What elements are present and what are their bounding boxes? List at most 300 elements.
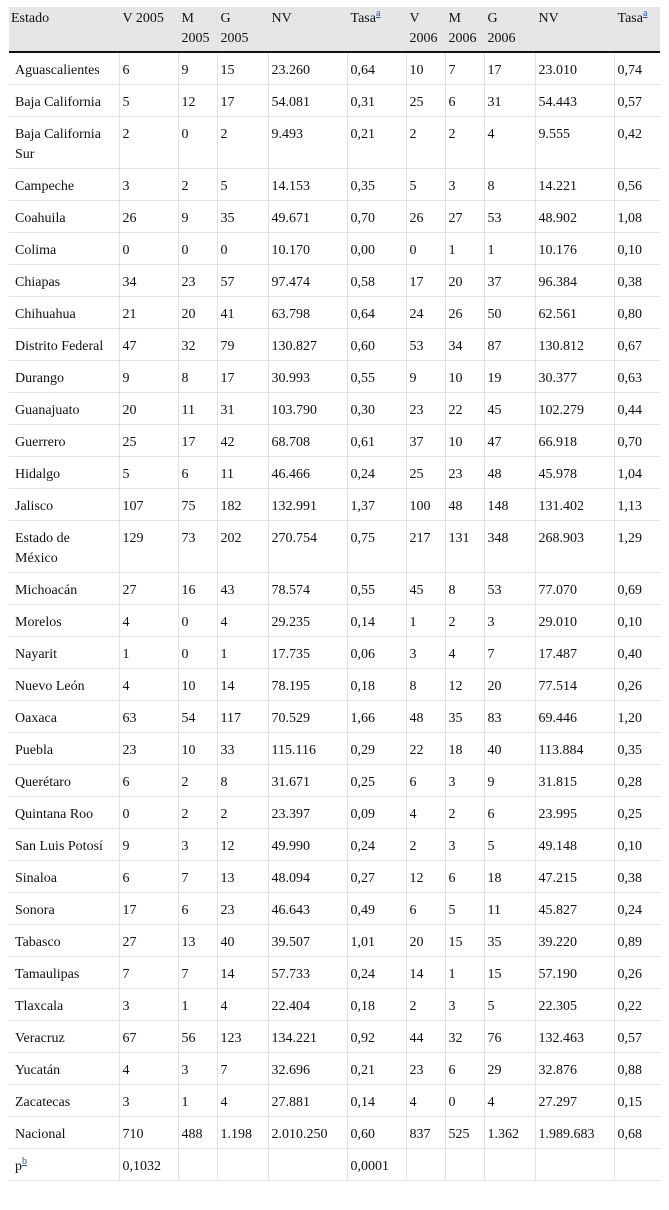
value-cell: 73 bbox=[178, 521, 217, 573]
column-header-label: G bbox=[487, 11, 498, 26]
value-cell: 5 bbox=[484, 989, 535, 1021]
value-cell: 217 bbox=[406, 521, 445, 573]
value-cell: 107 bbox=[119, 489, 178, 521]
table-row bbox=[9, 989, 660, 1021]
value-cell: 19 bbox=[484, 361, 535, 393]
table-row bbox=[9, 765, 660, 797]
value-cell: 17 bbox=[119, 893, 178, 925]
column-header bbox=[535, 7, 614, 52]
value-cell: 4 bbox=[406, 1085, 445, 1117]
column-header bbox=[119, 7, 178, 52]
state-name-cell: Sinaloa bbox=[9, 861, 119, 893]
value-cell: 270.754 bbox=[268, 521, 347, 573]
value-cell: 35 bbox=[484, 925, 535, 957]
value-cell: 1,20 bbox=[614, 701, 660, 733]
value-cell: 7 bbox=[217, 1053, 268, 1085]
value-cell: 0,29 bbox=[347, 733, 406, 765]
value-cell: 9 bbox=[119, 361, 178, 393]
value-cell: 42 bbox=[217, 425, 268, 457]
table-row bbox=[9, 169, 660, 201]
value-cell: 4 bbox=[217, 605, 268, 637]
value-cell: 3 bbox=[178, 1053, 217, 1085]
value-cell: 134.221 bbox=[268, 1021, 347, 1053]
value-cell: 7 bbox=[119, 957, 178, 989]
value-cell: 56 bbox=[178, 1021, 217, 1053]
value-cell: 100 bbox=[406, 489, 445, 521]
column-header-label: Tasa bbox=[617, 11, 643, 26]
value-cell: 17 bbox=[178, 425, 217, 457]
data-table bbox=[9, 7, 660, 1181]
value-cell: 45.978 bbox=[535, 457, 614, 489]
value-cell: 9.555 bbox=[535, 117, 614, 169]
value-cell: 10 bbox=[445, 361, 484, 393]
value-cell: 2 bbox=[119, 117, 178, 169]
value-cell: 10 bbox=[445, 425, 484, 457]
value-cell: 0,64 bbox=[347, 297, 406, 329]
state-name-cell: Michoacán bbox=[9, 573, 119, 605]
value-cell: 4 bbox=[119, 669, 178, 701]
value-cell: 0,24 bbox=[347, 457, 406, 489]
value-cell: 29.235 bbox=[268, 605, 347, 637]
value-cell: 0,57 bbox=[614, 85, 660, 117]
table-row bbox=[9, 957, 660, 989]
value-cell: 31.815 bbox=[535, 765, 614, 797]
value-cell: 25 bbox=[406, 85, 445, 117]
table-row bbox=[9, 329, 660, 361]
table-row bbox=[9, 669, 660, 701]
value-cell: 0,38 bbox=[614, 861, 660, 893]
value-cell: 7 bbox=[445, 52, 484, 85]
value-cell: 15 bbox=[484, 957, 535, 989]
value-cell: 14 bbox=[217, 669, 268, 701]
value-cell: 17 bbox=[217, 361, 268, 393]
value-cell: 76 bbox=[484, 1021, 535, 1053]
column-header bbox=[347, 7, 406, 52]
value-cell: 9 bbox=[119, 829, 178, 861]
value-cell: 0,68 bbox=[614, 1117, 660, 1149]
value-cell: 10 bbox=[178, 669, 217, 701]
value-cell: 0,67 bbox=[614, 329, 660, 361]
value-cell: 12 bbox=[406, 861, 445, 893]
table-row bbox=[9, 297, 660, 329]
table-row bbox=[9, 393, 660, 425]
p-value-cell bbox=[268, 1149, 347, 1181]
state-name-cell: Baja California Sur bbox=[9, 117, 119, 169]
state-name-cell: Chihuahua bbox=[9, 297, 119, 329]
value-cell: 27.881 bbox=[268, 1085, 347, 1117]
value-cell: 0,60 bbox=[347, 1117, 406, 1149]
value-cell: 26 bbox=[119, 201, 178, 233]
value-cell: 35 bbox=[217, 201, 268, 233]
value-cell: 46.466 bbox=[268, 457, 347, 489]
value-cell: 8 bbox=[178, 361, 217, 393]
value-cell: 2 bbox=[178, 797, 217, 829]
column-header-year: 2006 bbox=[448, 31, 477, 46]
value-cell: 77.070 bbox=[535, 573, 614, 605]
footnote-link[interactable]: b bbox=[22, 1156, 27, 1168]
value-cell: 0,56 bbox=[614, 169, 660, 201]
table-row bbox=[9, 201, 660, 233]
value-cell: 97.474 bbox=[268, 265, 347, 297]
column-header-label: V 2005 bbox=[122, 11, 164, 26]
value-cell: 2 bbox=[406, 989, 445, 1021]
value-cell: 3 bbox=[445, 989, 484, 1021]
value-cell: 0 bbox=[178, 233, 217, 265]
value-cell: 11 bbox=[217, 457, 268, 489]
column-header bbox=[178, 7, 217, 52]
value-cell: 62.561 bbox=[535, 297, 614, 329]
value-cell: 49.671 bbox=[268, 201, 347, 233]
value-cell: 23.995 bbox=[535, 797, 614, 829]
value-cell: 14.221 bbox=[535, 169, 614, 201]
table-row bbox=[9, 521, 660, 573]
value-cell: 488 bbox=[178, 1117, 217, 1149]
value-cell: 113.884 bbox=[535, 733, 614, 765]
p-label-text: p bbox=[15, 1159, 22, 1174]
state-name-cell: Durango bbox=[9, 361, 119, 393]
value-cell: 1,66 bbox=[347, 701, 406, 733]
column-header bbox=[445, 7, 484, 52]
value-cell: 23 bbox=[406, 1053, 445, 1085]
value-cell: 13 bbox=[217, 861, 268, 893]
value-cell: 78.195 bbox=[268, 669, 347, 701]
value-cell: 10 bbox=[406, 52, 445, 85]
value-cell: 0,44 bbox=[614, 393, 660, 425]
value-cell: 2 bbox=[217, 117, 268, 169]
value-cell: 9.493 bbox=[268, 117, 347, 169]
value-cell: 22.305 bbox=[535, 989, 614, 1021]
value-cell: 17.735 bbox=[268, 637, 347, 669]
value-cell: 13 bbox=[178, 925, 217, 957]
value-cell: 0 bbox=[178, 605, 217, 637]
state-name-cell: Sonora bbox=[9, 893, 119, 925]
table-body bbox=[9, 52, 660, 1181]
value-cell: 1,29 bbox=[614, 521, 660, 573]
value-cell: 0,35 bbox=[614, 733, 660, 765]
value-cell: 26 bbox=[406, 201, 445, 233]
value-cell: 1 bbox=[445, 957, 484, 989]
value-cell: 23 bbox=[119, 733, 178, 765]
value-cell: 0,38 bbox=[614, 265, 660, 297]
value-cell: 0,70 bbox=[614, 425, 660, 457]
value-cell: 8 bbox=[217, 765, 268, 797]
value-cell: 7 bbox=[178, 957, 217, 989]
value-cell: 130.827 bbox=[268, 329, 347, 361]
value-cell: 77.514 bbox=[535, 669, 614, 701]
value-cell: 27 bbox=[445, 201, 484, 233]
table-row bbox=[9, 1021, 660, 1053]
value-cell: 48 bbox=[484, 457, 535, 489]
value-cell: 0,18 bbox=[347, 989, 406, 1021]
value-cell: 16 bbox=[178, 573, 217, 605]
value-cell: 23 bbox=[406, 393, 445, 425]
column-header-label: G bbox=[220, 11, 231, 26]
value-cell: 0,31 bbox=[347, 85, 406, 117]
value-cell: 10.170 bbox=[268, 233, 347, 265]
value-cell: 3 bbox=[119, 989, 178, 1021]
value-cell: 0 bbox=[178, 117, 217, 169]
value-cell: 0,70 bbox=[347, 201, 406, 233]
value-cell: 34 bbox=[445, 329, 484, 361]
column-header-year: 2005 bbox=[181, 31, 210, 46]
value-cell: 0,60 bbox=[347, 329, 406, 361]
value-cell: 23 bbox=[178, 265, 217, 297]
value-cell: 4 bbox=[217, 989, 268, 1021]
value-cell: 66.918 bbox=[535, 425, 614, 457]
value-cell: 43 bbox=[217, 573, 268, 605]
column-header-year: 2005 bbox=[220, 31, 249, 46]
value-cell: 8 bbox=[484, 169, 535, 201]
value-cell: 32 bbox=[178, 329, 217, 361]
value-cell: 0,55 bbox=[347, 361, 406, 393]
value-cell: 57 bbox=[217, 265, 268, 297]
value-cell: 7 bbox=[484, 637, 535, 669]
state-name-cell: Yucatán bbox=[9, 1053, 119, 1085]
value-cell: 96.384 bbox=[535, 265, 614, 297]
value-cell: 27.297 bbox=[535, 1085, 614, 1117]
p-value-cell bbox=[445, 1149, 484, 1181]
footnote-link[interactable]: a bbox=[375, 8, 381, 20]
value-cell: 57.733 bbox=[268, 957, 347, 989]
state-name-cell: Colima bbox=[9, 233, 119, 265]
state-name-cell: Distrito Federal bbox=[9, 329, 119, 361]
value-cell: 115.116 bbox=[268, 733, 347, 765]
value-cell: 0,74 bbox=[614, 52, 660, 85]
value-cell: 9 bbox=[178, 52, 217, 85]
value-cell: 1 bbox=[484, 233, 535, 265]
value-cell: 8 bbox=[445, 573, 484, 605]
value-cell: 4 bbox=[484, 117, 535, 169]
state-name-cell: Campeche bbox=[9, 169, 119, 201]
value-cell: 25 bbox=[406, 457, 445, 489]
value-cell: 6 bbox=[445, 85, 484, 117]
value-cell: 1 bbox=[217, 637, 268, 669]
value-cell: 0,61 bbox=[347, 425, 406, 457]
value-cell: 2 bbox=[445, 797, 484, 829]
value-cell: 837 bbox=[406, 1117, 445, 1149]
column-header-label: Tasa bbox=[350, 11, 376, 26]
value-cell: 35 bbox=[445, 701, 484, 733]
value-cell: 22 bbox=[406, 733, 445, 765]
value-cell: 0,49 bbox=[347, 893, 406, 925]
value-cell: 21 bbox=[119, 297, 178, 329]
table-row bbox=[9, 605, 660, 637]
value-cell: 53 bbox=[484, 573, 535, 605]
value-cell: 48.094 bbox=[268, 861, 347, 893]
value-cell: 2 bbox=[445, 117, 484, 169]
value-cell: 11 bbox=[178, 393, 217, 425]
table-row bbox=[9, 1117, 660, 1149]
value-cell: 3 bbox=[178, 829, 217, 861]
value-cell: 41 bbox=[217, 297, 268, 329]
value-cell: 45 bbox=[484, 393, 535, 425]
value-cell: 2 bbox=[178, 765, 217, 797]
column-header-year: 2006 bbox=[487, 31, 516, 46]
value-cell: 17 bbox=[484, 52, 535, 85]
value-cell: 53 bbox=[406, 329, 445, 361]
value-cell: 54.081 bbox=[268, 85, 347, 117]
table-row bbox=[9, 797, 660, 829]
value-cell: 6 bbox=[119, 765, 178, 797]
state-name-cell: Puebla bbox=[9, 733, 119, 765]
state-name-cell: Oaxaca bbox=[9, 701, 119, 733]
value-cell: 0,09 bbox=[347, 797, 406, 829]
value-cell: 131 bbox=[445, 521, 484, 573]
value-cell: 32 bbox=[445, 1021, 484, 1053]
value-cell: 5 bbox=[119, 457, 178, 489]
value-cell: 9 bbox=[406, 361, 445, 393]
value-cell: 117 bbox=[217, 701, 268, 733]
value-cell: 14 bbox=[217, 957, 268, 989]
value-cell: 1.989.683 bbox=[535, 1117, 614, 1149]
state-name-cell: Guanajuato bbox=[9, 393, 119, 425]
value-cell: 33 bbox=[217, 733, 268, 765]
value-cell: 8 bbox=[406, 669, 445, 701]
value-cell: 0 bbox=[217, 233, 268, 265]
value-cell: 25 bbox=[119, 425, 178, 457]
table-row bbox=[9, 925, 660, 957]
state-name-cell: San Luis Potosí bbox=[9, 829, 119, 861]
value-cell: 15 bbox=[445, 925, 484, 957]
value-cell: 6 bbox=[484, 797, 535, 829]
value-cell: 130.812 bbox=[535, 329, 614, 361]
value-cell: 0 bbox=[445, 1085, 484, 1117]
value-cell: 0,42 bbox=[614, 117, 660, 169]
value-cell: 18 bbox=[445, 733, 484, 765]
value-cell: 0,75 bbox=[347, 521, 406, 573]
value-cell: 18 bbox=[484, 861, 535, 893]
value-cell: 0,30 bbox=[347, 393, 406, 425]
state-name-cell: Tamaulipas bbox=[9, 957, 119, 989]
value-cell: 0,10 bbox=[614, 233, 660, 265]
value-cell: 15 bbox=[217, 52, 268, 85]
value-cell: 0,26 bbox=[614, 957, 660, 989]
value-cell: 12 bbox=[178, 85, 217, 117]
value-cell: 10 bbox=[178, 733, 217, 765]
value-cell: 10.176 bbox=[535, 233, 614, 265]
p-value-cell: 0,1032 bbox=[119, 1149, 178, 1181]
value-cell: 3 bbox=[119, 169, 178, 201]
value-cell: 46.643 bbox=[268, 893, 347, 925]
table-container bbox=[9, 7, 660, 1181]
value-cell: 3 bbox=[484, 605, 535, 637]
column-header bbox=[614, 7, 660, 52]
value-cell: 37 bbox=[484, 265, 535, 297]
value-cell: 17 bbox=[217, 85, 268, 117]
state-name-cell: Veracruz bbox=[9, 1021, 119, 1053]
value-cell: 2 bbox=[445, 605, 484, 637]
column-header bbox=[268, 7, 347, 52]
p-value-cell bbox=[178, 1149, 217, 1181]
value-cell: 54 bbox=[178, 701, 217, 733]
value-cell: 0,25 bbox=[614, 797, 660, 829]
value-cell: 22 bbox=[445, 393, 484, 425]
value-cell: 1 bbox=[178, 1085, 217, 1117]
value-cell: 129 bbox=[119, 521, 178, 573]
value-cell: 123 bbox=[217, 1021, 268, 1053]
p-value-label bbox=[9, 1149, 119, 1181]
value-cell: 6 bbox=[178, 893, 217, 925]
value-cell: 0,89 bbox=[614, 925, 660, 957]
value-cell: 68.708 bbox=[268, 425, 347, 457]
value-cell: 3 bbox=[119, 1085, 178, 1117]
value-cell: 23.260 bbox=[268, 52, 347, 85]
value-cell: 268.903 bbox=[535, 521, 614, 573]
value-cell: 182 bbox=[217, 489, 268, 521]
p-value-cell bbox=[484, 1149, 535, 1181]
value-cell: 0,14 bbox=[347, 605, 406, 637]
value-cell: 12 bbox=[217, 829, 268, 861]
value-cell: 40 bbox=[217, 925, 268, 957]
value-cell: 30.377 bbox=[535, 361, 614, 393]
value-cell: 49.990 bbox=[268, 829, 347, 861]
state-name-cell: Quintana Roo bbox=[9, 797, 119, 829]
value-cell: 6 bbox=[406, 765, 445, 797]
value-cell: 70.529 bbox=[268, 701, 347, 733]
value-cell: 32.696 bbox=[268, 1053, 347, 1085]
table-row bbox=[9, 52, 660, 85]
value-cell: 0,24 bbox=[614, 893, 660, 925]
value-cell: 53 bbox=[484, 201, 535, 233]
value-cell: 0,21 bbox=[347, 117, 406, 169]
value-cell: 11 bbox=[484, 893, 535, 925]
value-cell: 2 bbox=[406, 829, 445, 861]
value-cell: 0,21 bbox=[347, 1053, 406, 1085]
state-name-cell: Tlaxcala bbox=[9, 989, 119, 1021]
value-cell: 525 bbox=[445, 1117, 484, 1149]
value-cell: 710 bbox=[119, 1117, 178, 1149]
value-cell: 78.574 bbox=[268, 573, 347, 605]
footnote-link[interactable]: a bbox=[642, 8, 648, 20]
value-cell: 40 bbox=[484, 733, 535, 765]
value-cell: 1,37 bbox=[347, 489, 406, 521]
state-name-cell: Zacatecas bbox=[9, 1085, 119, 1117]
state-name-cell: Nayarit bbox=[9, 637, 119, 669]
value-cell: 6 bbox=[445, 1053, 484, 1085]
value-cell: 5 bbox=[119, 85, 178, 117]
value-cell: 0,40 bbox=[614, 637, 660, 669]
column-header-label: V bbox=[409, 11, 420, 26]
value-cell: 0,27 bbox=[347, 861, 406, 893]
value-cell: 0,06 bbox=[347, 637, 406, 669]
table-row bbox=[9, 701, 660, 733]
value-cell: 0 bbox=[406, 233, 445, 265]
state-name-cell: Hidalgo bbox=[9, 457, 119, 489]
value-cell: 1 bbox=[119, 637, 178, 669]
value-cell: 1 bbox=[445, 233, 484, 265]
value-cell: 9 bbox=[484, 765, 535, 797]
column-header-label: NV bbox=[538, 11, 559, 26]
value-cell: 4 bbox=[217, 1085, 268, 1117]
table-row bbox=[9, 457, 660, 489]
value-cell: 24 bbox=[406, 297, 445, 329]
p-value-cell bbox=[406, 1149, 445, 1181]
value-cell: 1,01 bbox=[347, 925, 406, 957]
value-cell: 20 bbox=[484, 669, 535, 701]
column-header bbox=[9, 7, 119, 52]
value-cell: 50 bbox=[484, 297, 535, 329]
value-cell: 0,14 bbox=[347, 1085, 406, 1117]
value-cell: 5 bbox=[445, 893, 484, 925]
value-cell: 0,15 bbox=[614, 1085, 660, 1117]
value-cell: 0 bbox=[178, 637, 217, 669]
table-row bbox=[9, 265, 660, 297]
p-value-cell bbox=[614, 1149, 660, 1181]
value-cell: 6 bbox=[119, 52, 178, 85]
value-cell: 103.790 bbox=[268, 393, 347, 425]
state-name-cell: Nuevo León bbox=[9, 669, 119, 701]
value-cell: 2 bbox=[406, 117, 445, 169]
